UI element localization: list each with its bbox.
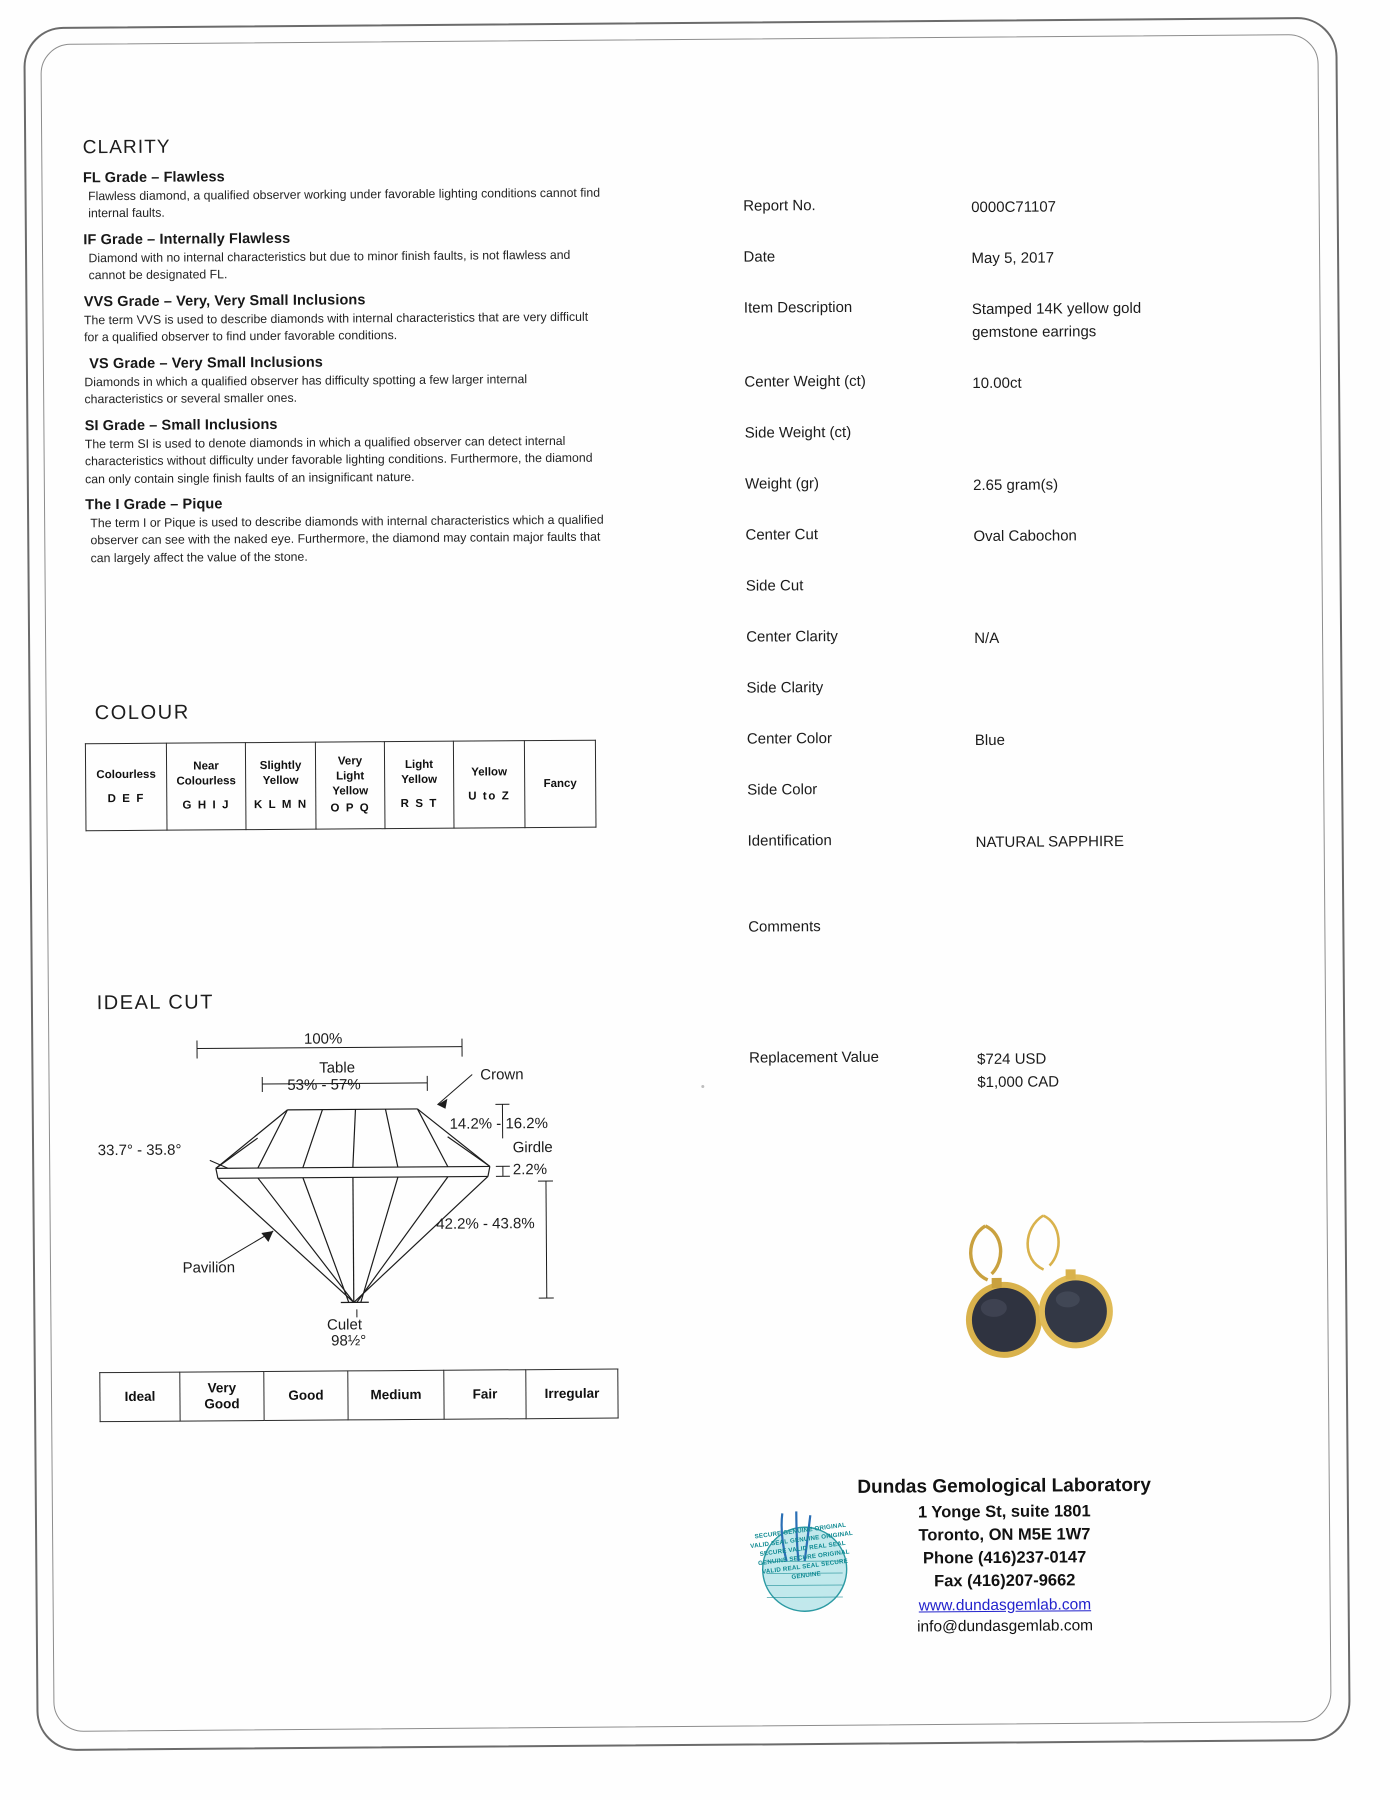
spec-row-side-clarity (746, 676, 1266, 731)
item-photo (957, 1207, 1178, 1399)
clarity-grade-vvs (84, 290, 604, 347)
spec-value: Oval Cabochon (973, 524, 1077, 548)
colour-cell-letters: R S T (388, 797, 450, 812)
lab-address-line-1: 1 Yonge St, suite 1801 (824, 1502, 1184, 1524)
cut-cell-label: Ideal (125, 1389, 156, 1404)
ideal-cut-section (97, 988, 659, 1349)
spec-label: Date (743, 248, 775, 265)
spec-label: Center Color (747, 730, 832, 748)
scan-speck (701, 1085, 704, 1088)
spec-value: $724 USD $1,000 CAD (977, 1047, 1059, 1094)
diagram-culet-label: Culet (327, 1316, 363, 1333)
colour-cell-letters: K L M N (249, 798, 312, 813)
spec-row-date (743, 245, 1263, 300)
clarity-grade-vs (84, 352, 604, 409)
spec-label: Item Description (744, 299, 852, 317)
spec-row-side-color (747, 778, 1267, 833)
diamond-diagram-svg (97, 1015, 639, 1349)
spec-value: Blue (975, 729, 1005, 752)
spec-row-side-cut (746, 574, 1266, 629)
spec-value: 0000C71107 (971, 195, 1056, 219)
colour-section (95, 699, 616, 832)
cut-cell-label: Irregular (544, 1386, 599, 1401)
spec-label: Weight (gr) (745, 475, 819, 493)
spec-row-center-color (747, 727, 1267, 782)
diagram-girdle-value: 2.2% (513, 1161, 547, 1178)
colour-heading: COLOUR (95, 699, 615, 726)
clarity-heading: CLARITY (83, 134, 603, 160)
clarity-section (83, 134, 606, 577)
clarity-grade-i (85, 494, 605, 568)
spec-label: Identification (748, 832, 832, 850)
colour-cell-label: Colourless (89, 767, 163, 782)
grade-heading: IF Grade – Internally Flawless (83, 229, 603, 249)
spec-label: Side Weight (ct) (745, 424, 852, 442)
diagram-pavilion-label: Pavilion (182, 1259, 235, 1276)
spec-row-side-weight (745, 421, 1265, 476)
diagram-table-label: Table (319, 1059, 355, 1076)
spec-label: Center Weight (ct) (744, 373, 866, 391)
grade-body: The term SI is used to denote diamonds in which a qualified observer can detect internal characteristics without difficulty under favorable lighting conditions. Furthermore, the diamond can only contain single finish faults of an insignificant nature. (85, 432, 605, 488)
spec-value: NATURAL SAPPHIRE (976, 830, 1125, 854)
grade-heading: FL Grade – Flawless (83, 167, 603, 187)
cut-cell-irregular (526, 1369, 618, 1419)
spec-label: Report No. (743, 197, 816, 215)
lab-fax: Fax (416)207-9662 (825, 1571, 1185, 1593)
spec-label: Replacement Value (749, 1049, 879, 1067)
grade-body: The term VVS is used to describe diamonds with internal characteristics that are very difficult for a qualified observer to find under favorable conditions. (84, 308, 604, 347)
spec-label: Center Cut (745, 526, 818, 544)
grade-body: Diamonds in which a qualified observer has difficulty spotting a few larger internal characteristics or several smaller ones. (84, 370, 604, 409)
lab-phone: Phone (416)237-0147 (825, 1548, 1185, 1570)
diagram-crown-height: 14.2% - 16.2% (450, 1115, 549, 1133)
colour-cell-letters: G H I J (170, 798, 242, 813)
diagram-table-range: 53% - 57% (287, 1076, 360, 1094)
spec-value: 2.65 gram(s) (973, 473, 1058, 497)
colour-cell-fancy (524, 740, 596, 827)
lab-email: info@dundasgemlab.com (825, 1617, 1185, 1638)
clarity-grade-fl (83, 167, 603, 224)
cut-grade-table-wrap (99, 1369, 618, 1423)
colour-cell-near-colourless (166, 743, 246, 831)
colour-cell-letters: O P Q (319, 801, 381, 816)
colour-cell-light-yellow (384, 741, 454, 828)
ideal-cut-heading: IDEAL CUT (97, 988, 657, 1015)
diagram-culet-value: 98½° (331, 1332, 366, 1349)
spec-row-replacement-value (749, 1046, 1269, 1110)
grade-heading: VVS Grade – Very, Very Small Inclusions (84, 290, 604, 310)
colour-cell-label: Light Yellow (388, 758, 450, 788)
spec-label: Comments (748, 918, 821, 936)
lab-address-line-2: Toronto, ON M5E 1W7 (824, 1525, 1184, 1547)
spec-row-item-description (744, 296, 1265, 374)
spec-value: 10.00ct (972, 372, 1021, 396)
spec-label: Side Cut (746, 577, 804, 594)
colour-cell-label: Near Colourless (170, 760, 242, 790)
spec-label: Side Clarity (746, 679, 823, 697)
cut-cell-fair (444, 1370, 526, 1420)
colour-cell-letters: U to Z (457, 789, 521, 804)
colour-cell-slightly-yellow (245, 742, 316, 829)
cut-cell-label: Very Good (204, 1380, 239, 1411)
colour-cell-letters: D E F (89, 791, 163, 806)
table-row (85, 740, 596, 831)
diagram-pavilion-depth: 42.2% - 43.8% (436, 1215, 535, 1233)
colour-cell-label: Yellow (457, 765, 521, 780)
spec-row-comments (748, 915, 1268, 970)
grade-body: Flawless diamond, a qualified observer working under favorable lighting conditions cannot find internal faults. (83, 185, 603, 224)
diagram-crown-angle: 33.7° - 35.8° (98, 1142, 182, 1160)
cut-cell-label: Fair (473, 1386, 498, 1401)
colour-grade-table (85, 740, 597, 832)
grade-heading: VS Grade – Very Small Inclusions (84, 352, 604, 372)
colour-cell-label: Fancy (528, 776, 592, 791)
lab-website-link[interactable]: www.dundasgemlab.com (825, 1596, 1185, 1617)
grade-heading: SI Grade – Small Inclusions (85, 414, 605, 434)
clarity-grade-if (83, 229, 603, 286)
cut-cell-medium (348, 1370, 444, 1420)
spec-value: May 5, 2017 (971, 246, 1054, 270)
earrings-image (957, 1207, 1178, 1399)
colour-cell-colourless (85, 743, 167, 831)
grade-body: The term I or Pique is used to describe diamonds with internal characteristics which a qualified observer can see with the naked eye. Furthermore, the diamond may contain major faults that can largely affect the value of the stone. (85, 512, 605, 568)
colour-cell-very-light-yellow (315, 742, 385, 829)
table-row (100, 1369, 618, 1422)
cut-grade-table (99, 1369, 618, 1423)
colour-cell-label: Very Light Yellow (319, 754, 381, 799)
spec-row-center-weight (744, 370, 1264, 425)
lab-name: Dundas Gemological Laboratory (824, 1475, 1184, 1500)
hologram-text: SECURE GENUINE ORIGINAL VALID SEAL GENUINE ORIGINAL SECURE VALID REAL SEAL GENUINE SECURE ORIGINAL VALID REAL SEAL SECURE GENUINE (746, 1505, 863, 1622)
cut-cell-ideal (100, 1372, 180, 1422)
spec-label: Side Color (747, 781, 817, 798)
cut-cell-label: Good (288, 1388, 323, 1403)
clarity-grade-si (85, 414, 605, 488)
spec-row-weight (745, 472, 1265, 527)
lab-contact-block (824, 1475, 1185, 1638)
diagram-total-width: 100% (304, 1030, 342, 1047)
cut-cell-very-good (180, 1372, 264, 1422)
diagram-girdle-label: Girdle (513, 1139, 553, 1156)
spec-row-center-clarity (746, 625, 1266, 680)
spec-row-center-cut (745, 523, 1265, 578)
diagram-crown-label: Crown (480, 1066, 523, 1083)
spec-label: Center Clarity (746, 628, 838, 646)
spec-row-identification (748, 829, 1269, 919)
diamond-diagram (97, 1015, 639, 1349)
cut-cell-good (264, 1371, 348, 1421)
colour-cell-yellow (453, 741, 525, 828)
colour-cell-label: Slightly Yellow (249, 759, 312, 789)
spec-value: N/A (974, 627, 999, 650)
cut-cell-label: Medium (370, 1387, 421, 1402)
grade-heading: The I Grade – Pique (85, 494, 605, 514)
spec-row-report-no (743, 194, 1263, 249)
report-details (743, 194, 1268, 970)
grade-body: Diamond with no internal characteristics but due to minor finish faults, is not flawless and cannot be designated FL. (83, 247, 603, 286)
spec-value: Stamped 14K yellow gold gemstone earrings (972, 297, 1142, 345)
